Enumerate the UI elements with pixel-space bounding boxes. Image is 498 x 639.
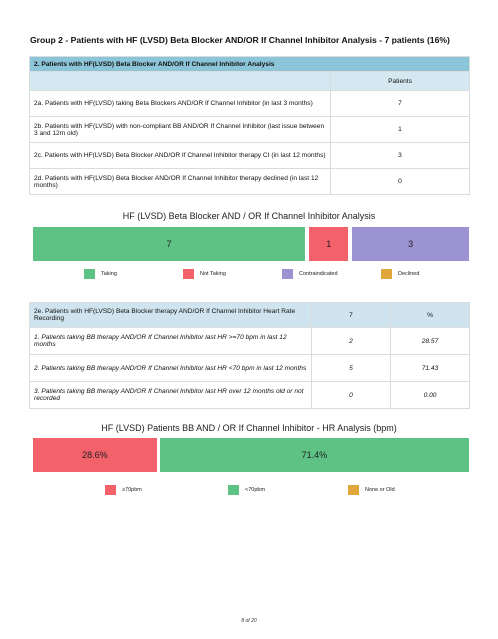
table-row <box>30 328 470 355</box>
legend-label: Taking <box>101 271 117 277</box>
table-title: 2e. Patients with HF(LVSD) Beta Blocker therapy AND/OR If Channel Inhibitor Heart Rate Recording <box>30 303 312 328</box>
bar-label: 7 <box>166 239 172 249</box>
table-row <box>30 91 470 117</box>
chart-title-2: HF (LVSD) Patients BB AND / OR If Channel Inhibitor - HR Analysis (bpm) <box>101 423 397 433</box>
table-row <box>30 117 470 143</box>
legend-swatch <box>183 269 194 279</box>
chart-title-1: HF (LVSD) Beta Blocker AND / OR If Channel Inhibitor Analysis <box>122 211 376 221</box>
row-count: 0 <box>312 382 391 409</box>
legend-label: <70pbm <box>245 487 266 493</box>
row-label: 2d. Patients with HF(LVSD) Beta Blocker AND/OR If Channel Inhibitor therapy declined (in last 12 months) <box>30 169 331 195</box>
row-label: 3. Patients taking BB therapy AND/OR If Channel Inhibitor last HR over 12 months old or not recorded <box>30 382 312 409</box>
legend-label: None or Old <box>365 487 395 493</box>
bar-segment <box>33 227 305 261</box>
table-row <box>30 355 470 382</box>
row-percent: 71.43 <box>391 355 470 382</box>
page-number: 8 of 20 <box>241 618 257 624</box>
bar-label: 71.4% <box>301 450 328 460</box>
row-value: 1 <box>331 117 470 143</box>
legend-label: Not Taking <box>200 271 226 277</box>
row-label: 2b. Patients with HF(LVSD) with non-compliant BB AND/OR If Channel Inhibitor (last issue between 3 and 12m old) <box>30 117 331 143</box>
row-value: 7 <box>331 91 470 117</box>
table-subheader-blank <box>30 72 331 91</box>
row-value: 3 <box>331 143 470 169</box>
bar-segment <box>33 438 157 472</box>
row-percent: 28.57 <box>391 328 470 355</box>
bar-segment <box>352 227 469 261</box>
row-label: 2a. Patients with HF(LVSD) taking Beta Blockers AND/OR If Channel Inhibitor (in last 3 months) <box>30 91 331 117</box>
row-value: 0 <box>331 169 470 195</box>
bar-segment <box>160 438 469 472</box>
heart-rate-table <box>29 302 470 409</box>
legend-swatch <box>105 485 116 495</box>
table-row <box>30 143 470 169</box>
row-label: 1. Patients taking BB therapy AND/OR If Channel Inhibitor last HR >=70 bpm in last 12 months <box>30 328 312 355</box>
table-row <box>30 382 470 409</box>
legend-label: Declined <box>398 271 420 277</box>
legend-swatch <box>381 269 392 279</box>
row-percent: 0.00 <box>391 382 470 409</box>
bar-segment <box>309 227 348 261</box>
row-label: 2. Patients taking BB therapy AND/OR If Channel Inhibitor last HR <70 bpm in last 12 months <box>30 355 312 382</box>
bar-label: 3 <box>408 239 414 249</box>
column-header-percent: % <box>391 303 470 328</box>
table-title: 2. Patients with HF(LVSD) Beta Blocker AND/OR If Channel Inhibitor Analysis <box>30 57 470 72</box>
row-count: 5 <box>312 355 391 382</box>
legend-swatch <box>282 269 293 279</box>
legend-label: ≥70pbm <box>122 487 142 493</box>
legend-label: Contraindicated <box>299 271 338 277</box>
analysis-table <box>29 56 470 195</box>
legend-swatch <box>84 269 95 279</box>
row-label: 2c. Patients with HF(LVSD) Beta Blocker AND/OR If Channel Inhibitor therapy CI (in last 12 months) <box>30 143 331 169</box>
row-count: 2 <box>312 328 391 355</box>
column-header-count: 7 <box>312 303 391 328</box>
legend-swatch <box>228 485 239 495</box>
legend-swatch <box>348 485 359 495</box>
table-row <box>30 169 470 195</box>
page-heading: Group 2 - Patients with HF (LVSD) Beta Blocker AND/OR If Channel Inhibitor Analysis - 7 patients (16%) <box>30 35 450 45</box>
bar-label: 28.6% <box>82 450 108 460</box>
bar-label: 1 <box>326 239 332 249</box>
column-header-patients: Patients <box>331 72 470 91</box>
